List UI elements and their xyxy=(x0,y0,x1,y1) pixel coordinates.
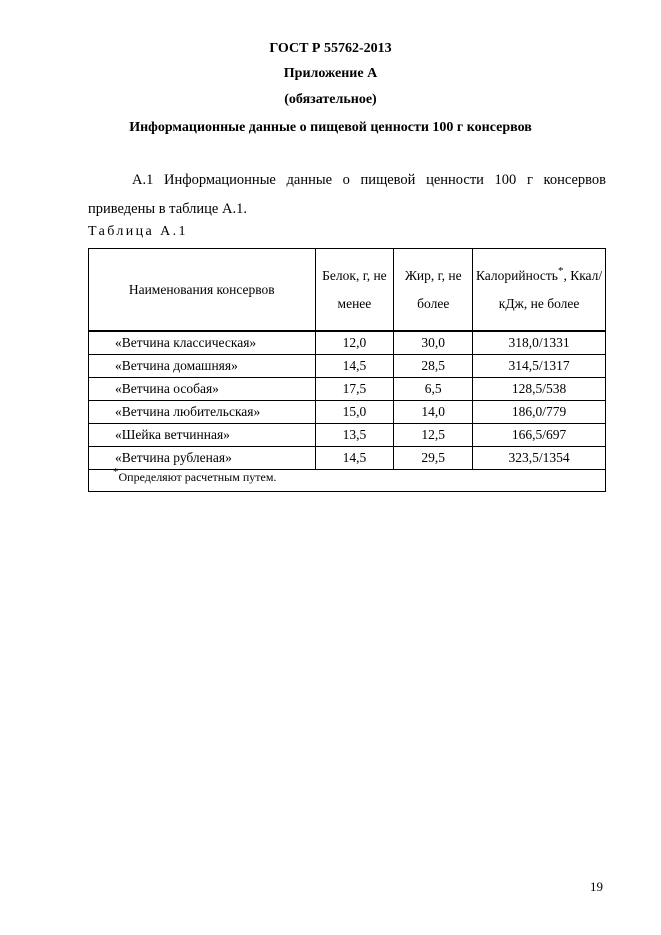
table-row xyxy=(89,378,606,401)
table-footnote-row xyxy=(89,470,606,492)
calories-units: , Ккал/кДж, не более xyxy=(498,267,603,311)
cell-name: «Ветчина рубленая» xyxy=(89,447,316,470)
cell-fat: 12,5 xyxy=(394,424,473,447)
appendix-status: (обязательное) xyxy=(284,92,377,107)
cell-fat: 29,5 xyxy=(394,447,473,470)
intro-paragraph xyxy=(88,166,606,224)
table-row xyxy=(89,447,606,470)
nutrition-table xyxy=(88,248,606,492)
cell-fat: 14,0 xyxy=(394,401,473,424)
footnote-marker: * xyxy=(557,264,564,277)
table-header-row xyxy=(89,249,606,332)
cell-name: «Ветчина классическая» xyxy=(89,331,316,355)
cell-calories: 314,5/1317 xyxy=(473,355,606,378)
cell-protein: 13,5 xyxy=(315,424,394,447)
footnote-text: Определяют расчетным путем. xyxy=(118,470,277,484)
cell-protein: 12,0 xyxy=(315,331,394,355)
cell-name: «Ветчина домашняя» xyxy=(89,355,316,378)
cell-protein: 14,5 xyxy=(315,447,394,470)
column-header-protein: Белок, г, не менее xyxy=(315,249,394,332)
intro-paragraph-text: А.1 Информационные данные о пищевой ценности 100 г консервов приведены в таблице А.1. xyxy=(88,172,606,217)
cell-calories: 166,5/697 xyxy=(473,424,606,447)
table-row xyxy=(89,355,606,378)
table-row xyxy=(89,424,606,447)
cell-fat: 28,5 xyxy=(394,355,473,378)
calories-label: Калорийность xyxy=(475,267,558,283)
cell-fat: 6,5 xyxy=(394,378,473,401)
section-title: Информационные данные о пищевой ценности 100 г консервов xyxy=(129,120,532,135)
table-row xyxy=(89,401,606,424)
cell-calories: 323,5/1354 xyxy=(473,447,606,470)
cell-calories: 318,0/1331 xyxy=(473,331,606,355)
cell-name: «Шейка ветчинная» xyxy=(89,424,316,447)
column-header-calories xyxy=(473,249,606,332)
cell-protein: 15,0 xyxy=(315,401,394,424)
cell-protein: 17,5 xyxy=(315,378,394,401)
column-header-name: Наименования консервов xyxy=(89,249,316,332)
cell-calories: 128,5/538 xyxy=(473,378,606,401)
column-header-fat: Жир, г, не более xyxy=(394,249,473,332)
cell-calories: 186,0/779 xyxy=(473,401,606,424)
standard-number: ГОСТ Р 55762-2013 xyxy=(269,41,392,56)
footnote-marker: * xyxy=(113,466,119,478)
table-label: Таблица А.1 xyxy=(88,224,188,239)
cell-name: «Ветчина любительская» xyxy=(89,401,316,424)
appendix-title: Приложение А xyxy=(283,66,378,81)
cell-protein: 14,5 xyxy=(315,355,394,378)
table-footnote xyxy=(89,466,606,492)
page-number: 19 xyxy=(590,879,603,894)
cell-name: «Ветчина особая» xyxy=(89,378,316,401)
cell-fat: 30,0 xyxy=(394,331,473,355)
table-row xyxy=(89,331,606,355)
